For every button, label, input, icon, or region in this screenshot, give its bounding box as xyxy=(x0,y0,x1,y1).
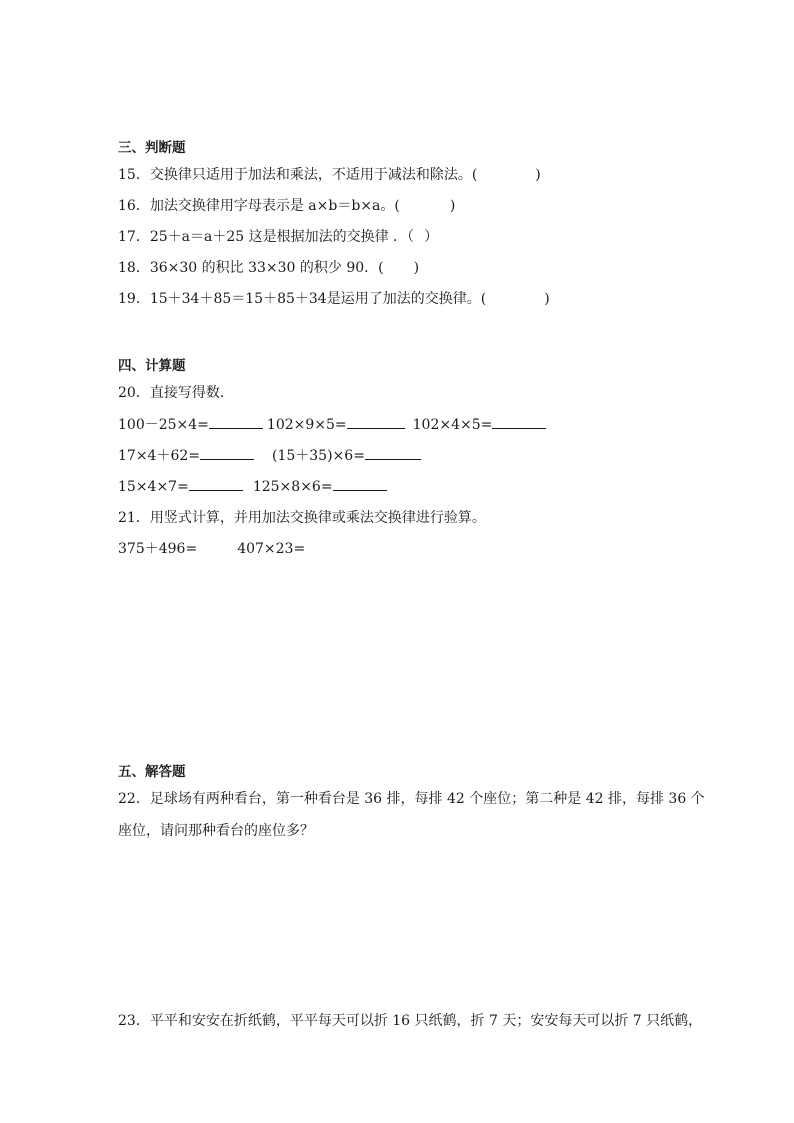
question-text: 足球场有两种看台，第一种看台是 36 排，每排 42 个座位；第二种是 42 排，每排 36 个 xyxy=(149,791,705,807)
question-number: 15． xyxy=(118,167,150,183)
calc-expression: 125×8×6= xyxy=(252,479,333,495)
question-number: 23． xyxy=(118,1013,150,1029)
question-text: 加法交换律用字母表示是 a×b＝b×a。( xyxy=(149,198,400,214)
calc-row-2 xyxy=(118,447,425,465)
question-number: 16． xyxy=(118,198,150,214)
calc-expression: (15＋35)×6= xyxy=(272,448,365,464)
question-number: 21． xyxy=(118,510,150,526)
calc-expression: 407×23= xyxy=(237,541,306,557)
calc-expression: 102×9×5= xyxy=(266,417,347,433)
answer-blank[interactable] xyxy=(333,478,387,491)
section-heading-calculation: 四、计算题 xyxy=(118,358,186,374)
question-number: 20． xyxy=(118,385,150,401)
question-20 xyxy=(118,384,234,402)
answer-blank[interactable] xyxy=(209,416,263,429)
question-number: 18． xyxy=(118,260,150,276)
answer-blank[interactable] xyxy=(492,416,546,429)
calc-expression: 15×4×7= xyxy=(118,479,189,495)
question-text: 平平和安安在折纸鹤，平平每天可以折 16 只纸鹤，折 7 天；安安每天可以折 7 只纸鹤， xyxy=(149,1013,703,1029)
paren-close: ) xyxy=(544,291,550,307)
paren-close: ) xyxy=(535,167,541,183)
paren-close: ) xyxy=(413,260,420,276)
answer-blank[interactable] xyxy=(347,416,405,429)
calc-row-1 xyxy=(118,416,550,434)
question-text: 直接写得数． xyxy=(149,385,234,401)
calc-expression: 17×4＋62= xyxy=(118,448,200,464)
section-heading-answer: 五、解答题 xyxy=(118,764,186,780)
question-number: 19． xyxy=(118,291,150,307)
question-21-items xyxy=(118,540,305,558)
calc-row-3 xyxy=(118,478,391,496)
question-19 xyxy=(118,290,550,308)
calc-expression: 375＋496= xyxy=(118,541,198,557)
answer-blank[interactable] xyxy=(200,447,254,460)
paren-close: ） xyxy=(424,229,439,245)
answer-blank[interactable] xyxy=(365,447,421,460)
question-text: 25＋a＝a＋25 这是根据加法的交换律 ．（ xyxy=(149,229,415,245)
answer-blank[interactable] xyxy=(189,478,243,491)
question-17 xyxy=(118,228,438,246)
question-text: 15＋34＋85＝15＋85＋34是运用了加法的交换律。( xyxy=(149,291,487,307)
question-23 xyxy=(118,1012,702,1030)
calc-expression: 102×4×5= xyxy=(412,417,493,433)
question-16 xyxy=(118,197,455,215)
question-text: 交换律只适用于加法和乘法，不适用于减法和除法。( xyxy=(149,167,478,183)
question-22-continued: 座位，请问那种看台的座位多？ xyxy=(118,823,314,839)
calc-expression: 100－25×4= xyxy=(118,417,209,433)
question-text: 用竖式计算，并用加法交换律或乘法交换律进行验算。 xyxy=(149,510,486,526)
question-text: 36×30 的积比 33×30 的积少 90．( xyxy=(149,260,384,276)
section-heading-judgement: 三、判断题 xyxy=(118,140,186,156)
question-number: 22． xyxy=(118,791,150,807)
question-18 xyxy=(118,259,419,277)
question-22 xyxy=(118,790,705,808)
question-number: 17． xyxy=(118,229,150,245)
question-21 xyxy=(118,509,486,527)
paren-close: ) xyxy=(449,198,456,214)
question-15 xyxy=(118,166,541,184)
